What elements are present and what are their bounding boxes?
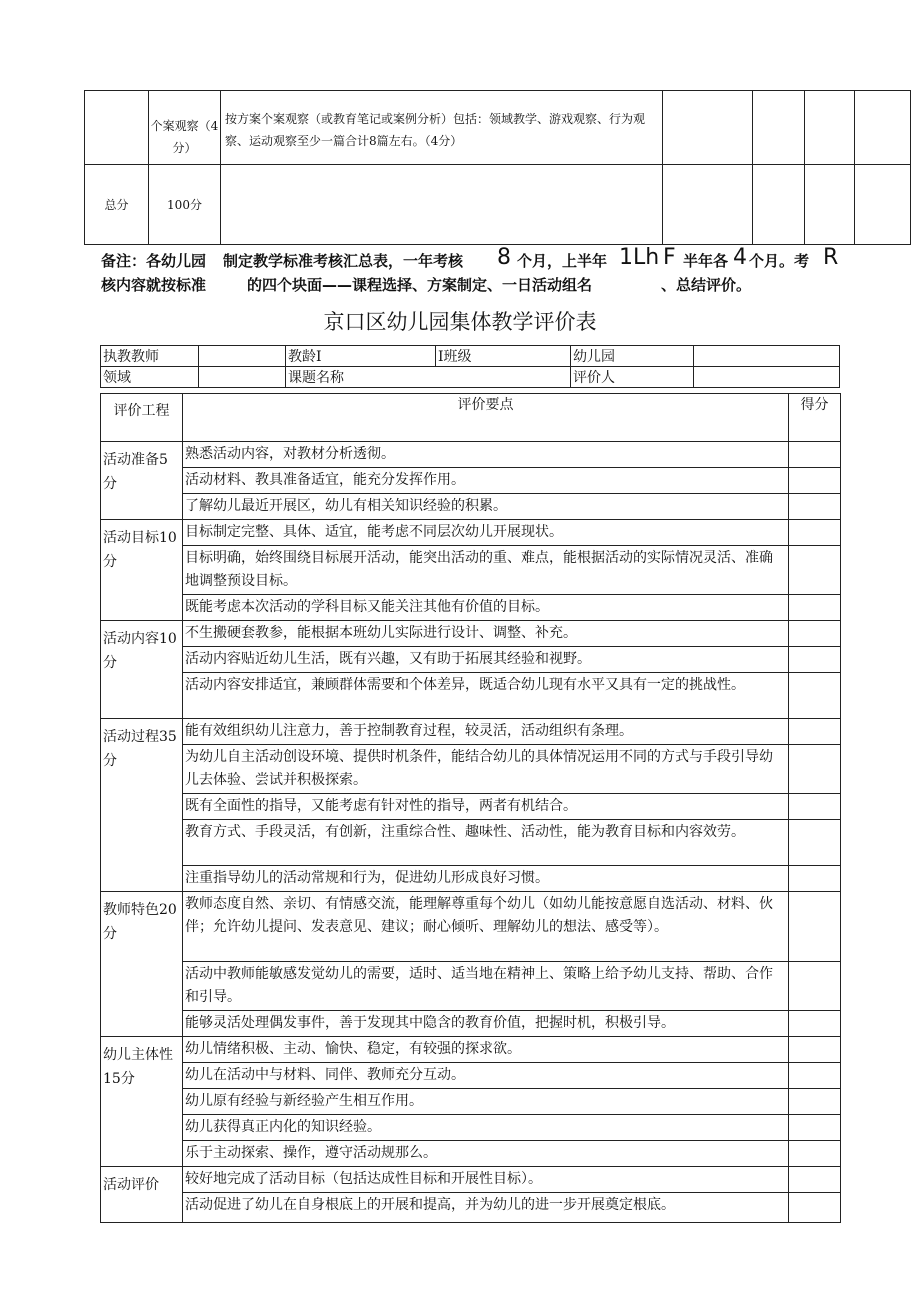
score-cell[interactable] bbox=[789, 546, 841, 595]
evaluation-point: 目标制定完整、具体、适宜，能考虑不同层次幼儿开展现状。 bbox=[183, 520, 789, 546]
score-cell[interactable] bbox=[789, 962, 841, 1011]
empty-cell bbox=[753, 91, 805, 165]
empty-cell bbox=[805, 91, 855, 165]
evaluation-point: 幼儿原有经验与新经验产生相互作用。 bbox=[183, 1089, 789, 1115]
domain-label: 领域 bbox=[101, 367, 199, 388]
score-cell[interactable] bbox=[789, 1115, 841, 1141]
page-title: 京口区幼儿园集体教学评价表 bbox=[323, 310, 597, 334]
score-cell[interactable] bbox=[789, 820, 841, 866]
column-header-item: 评价工程 bbox=[101, 394, 183, 442]
score-cell[interactable] bbox=[789, 1089, 841, 1115]
score-cell[interactable] bbox=[789, 1141, 841, 1167]
empty-cell bbox=[663, 165, 753, 245]
evaluation-point: 既有全面性的指导，又能考虑有针对性的指导，两者有机结合。 bbox=[183, 794, 789, 820]
empty-cell bbox=[805, 165, 855, 245]
topic-label: 课题名称 bbox=[286, 367, 571, 388]
domain-value[interactable] bbox=[199, 367, 286, 388]
evaluation-point: 幼儿情绪积极、主动、愉快、稳定，有较强的探求欲。 bbox=[183, 1037, 789, 1063]
note-number: 4 bbox=[733, 245, 747, 270]
note-text: 个月，上半年 bbox=[517, 252, 608, 270]
note-number: F bbox=[663, 245, 676, 270]
score-cell[interactable] bbox=[789, 866, 841, 892]
note-text: 个月。考 bbox=[749, 252, 810, 270]
score-cell[interactable] bbox=[789, 1167, 841, 1193]
section-label: 活动内容10分 bbox=[101, 621, 183, 719]
empty-cell bbox=[753, 165, 805, 245]
evaluation-point: 较好地完成了活动目标（包括达成性目标和开展性目标）。 bbox=[183, 1167, 789, 1193]
evaluation-point: 为幼儿自主活动创设环境、提供时机条件，能结合幼儿的具体情况运用不同的方式与手段引导幼儿去体验、尝试并积极探索。 bbox=[183, 745, 789, 794]
score-cell[interactable] bbox=[789, 520, 841, 546]
note-text: 、总结评价。 bbox=[661, 276, 752, 294]
evaluation-point: 既能考虑本次活动的学科目标又能关注其他有价值的目标。 bbox=[183, 595, 789, 621]
column-header-score: 得分 bbox=[789, 394, 841, 442]
section-label: 活动过程35分 bbox=[101, 719, 183, 892]
score-cell[interactable] bbox=[789, 621, 841, 647]
note-text: 半年各 bbox=[683, 252, 729, 270]
evaluation-point: 乐于主动探索、操作，遵守活动规那么。 bbox=[183, 1141, 789, 1167]
score-cell[interactable] bbox=[789, 1011, 841, 1037]
summary-table-fragment bbox=[84, 90, 911, 245]
evaluation-point: 教师态度自然、亲切、有情感交流，能理解尊重每个幼儿（如幼儿能按意愿自选活动、材料、伙伴；允许幼儿提问、发表意见、建议；耐心倾听、理解幼儿的想法、感受等）。 bbox=[183, 892, 789, 962]
score-cell[interactable] bbox=[789, 442, 841, 468]
evaluator-label: 评价人 bbox=[571, 367, 694, 388]
evaluation-point: 目标明确，始终围绕目标展开活动，能突出活动的重、难点，能根据活动的实际情况灵活、准确地调整预设目标。 bbox=[183, 546, 789, 595]
score-cell[interactable] bbox=[789, 794, 841, 820]
score-cell[interactable] bbox=[789, 719, 841, 745]
header-table bbox=[100, 345, 840, 388]
section-label: 教师特色20分 bbox=[101, 892, 183, 1037]
total-label: 总分 bbox=[85, 165, 149, 245]
evaluation-point: 注重指导幼儿的活动常规和行为，促进幼儿形成良好习惯。 bbox=[183, 866, 789, 892]
score-cell[interactable] bbox=[789, 494, 841, 520]
empty-cell bbox=[85, 91, 149, 165]
evaluation-point: 活动内容安排适宜，兼顾群体需要和个体差异，既适合幼儿现有水平又具有一定的挑战性。 bbox=[183, 673, 789, 719]
column-header-points: 评价要点 bbox=[183, 394, 789, 442]
note-number: 8 bbox=[497, 245, 511, 270]
note-text: 核内容就按标准 bbox=[101, 276, 207, 294]
class-label: I班级 bbox=[436, 346, 571, 367]
score-cell[interactable] bbox=[789, 468, 841, 494]
kindergarten-label: 幼儿园 bbox=[571, 346, 694, 367]
teacher-label: 执教教师 bbox=[101, 346, 199, 367]
score-cell[interactable] bbox=[789, 1063, 841, 1089]
teacher-value[interactable] bbox=[199, 346, 286, 367]
evaluation-point: 幼儿获得真正内化的知识经验。 bbox=[183, 1115, 789, 1141]
evaluation-point: 了解幼儿最近开展区，幼儿有相关知识经验的积累。 bbox=[183, 494, 789, 520]
total-value: 100分 bbox=[149, 165, 221, 245]
score-cell[interactable] bbox=[789, 673, 841, 719]
evaluation-point: 活动内容贴近幼儿生活，既有兴趣，又有助于拓展其经验和视野。 bbox=[183, 647, 789, 673]
evaluation-point: 活动促进了幼儿在自身根底上的开展和提高，并为幼儿的进一步开展奠定根底。 bbox=[183, 1193, 789, 1223]
evaluation-point: 能够灵活处理偶发事件，善于发现其中隐含的教育价值，把握时机，积极引导。 bbox=[183, 1011, 789, 1037]
evaluation-point: 教育方式、手段灵活，有创新，注重综合性、趣味性、活动性，能为教育目标和内容效劳。 bbox=[183, 820, 789, 866]
evaluation-point: 不生搬硬套教参，能根据本班幼儿实际进行设计、调整、补充。 bbox=[183, 621, 789, 647]
note-text: 制定教学标准考核汇总表，一年考核 bbox=[223, 252, 464, 270]
section-label: 幼儿主体性15分 bbox=[101, 1037, 183, 1167]
note-text: 的四个块面——课程选择、方案制定、一日活动组名 bbox=[247, 276, 593, 294]
score-cell[interactable] bbox=[789, 1037, 841, 1063]
evaluator-value[interactable] bbox=[694, 367, 840, 388]
kindergarten-value[interactable] bbox=[694, 346, 840, 367]
empty-cell bbox=[855, 91, 911, 165]
case-observation-label: 个案观察（4分） bbox=[149, 91, 221, 165]
empty-cell bbox=[221, 165, 663, 245]
evaluation-point: 能有效组织幼儿注意力，善于控制教育过程，较灵活，活动组织有条理。 bbox=[183, 719, 789, 745]
evaluation-point: 活动中教师能敏感发觉幼儿的需要，适时、适当地在精神上、策略上给予幼儿支持、帮助、合作和引导。 bbox=[183, 962, 789, 1011]
note-line-2 bbox=[101, 274, 861, 296]
section-label: 活动评价 bbox=[101, 1167, 183, 1223]
evaluation-point: 幼儿在活动中与材料、同伴、教师充分互动。 bbox=[183, 1063, 789, 1089]
score-cell[interactable] bbox=[789, 892, 841, 962]
teaching-age-label: 教龄I bbox=[286, 346, 436, 367]
evaluation-point: 活动材料、教具准备适宜，能充分发挥作用。 bbox=[183, 468, 789, 494]
evaluation-point: 熟悉活动内容，对教材分析透彻。 bbox=[183, 442, 789, 468]
section-label: 活动准备5分 bbox=[101, 442, 183, 520]
case-observation-description: 按方案个案观察（或教育笔记或案例分析）包括：领域教学、游戏观察、行为观察、运动观察至少一篇合计8篇左右。（4分） bbox=[221, 91, 663, 165]
score-cell[interactable] bbox=[789, 745, 841, 794]
score-cell[interactable] bbox=[789, 1193, 841, 1223]
note-number: R bbox=[823, 245, 839, 270]
note-text: 备注：各幼儿园 bbox=[101, 252, 207, 270]
score-cell[interactable] bbox=[789, 595, 841, 621]
empty-cell bbox=[663, 91, 753, 165]
score-cell[interactable] bbox=[789, 647, 841, 673]
note-line-1 bbox=[101, 245, 861, 272]
empty-cell bbox=[855, 165, 911, 245]
note-number: 1Lh bbox=[619, 245, 660, 270]
section-label: 活动目标10分 bbox=[101, 520, 183, 621]
evaluation-table bbox=[100, 393, 841, 1223]
